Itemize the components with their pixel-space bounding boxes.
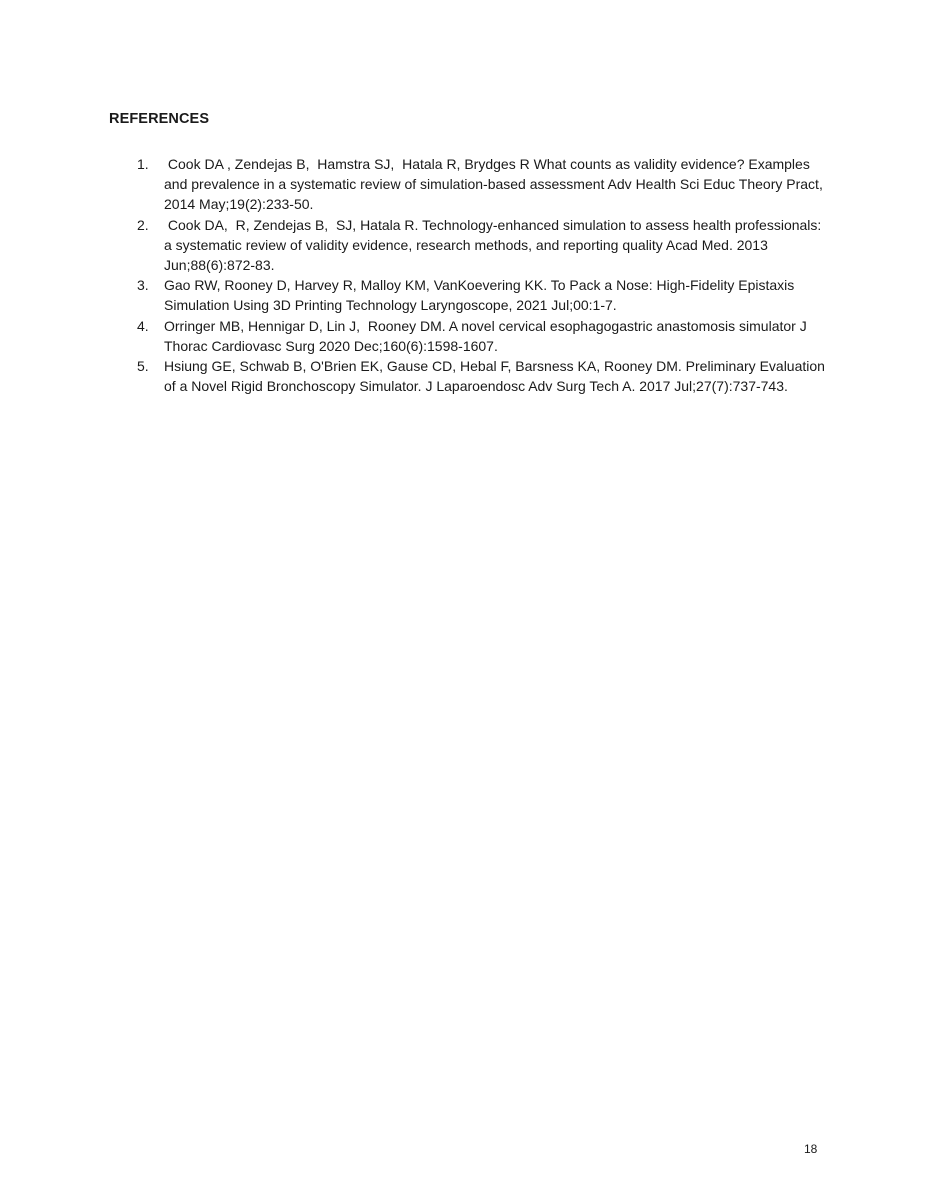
reference-number: 2. [137,216,149,233]
reference-item [137,275,827,315]
reference-item [137,154,827,215]
reference-item [137,215,827,276]
reference-number: 5. [137,358,149,375]
reference-text: Gao RW, Rooney D, Harvey R, Malloy KM, VanKoevering KK. To Pack a Nose: High-Fidelity Epistaxis Simulation Using 3D Printing Technology Laryngoscope, 2021 Jul;00:1-7. [164,277,799,314]
references-list [137,154,827,396]
reference-text: Hsiung GE, Schwab B, O'Brien EK, Gause CD, Hebal F, Barsness KA, Rooney DM. Preliminary Evaluation of a Novel Rigid Bronchoscopy Simulator. J Laparoendosc Adv Surg Tech A. 2017 Jul;27(7):737-743. [164,358,829,395]
references-heading: REFERENCES [109,111,210,127]
reference-text: Orringer MB, Hennigar D, Lin J, Rooney DM. A novel cervical esophagogastric anastomosis simulator J Thorac Cardiovasc Surg 2020 Dec;160(6):1598-1607. [164,317,811,354]
reference-number: 4. [137,317,149,334]
page-number: 18 [804,1142,818,1156]
reference-item [137,356,827,396]
reference-number: 3. [137,277,149,294]
reference-number: 1. [137,156,149,172]
reference-text: Cook DA, R, Zendejas B, SJ, Hatala R. Technology-enhanced simulation to assess health professionals: a systematic review of validity evidence, research methods, and reporting quality Acad Med. 2013 Jun;88(6):872-83. [164,216,826,274]
reference-item [137,316,827,356]
reference-text: Cook DA , Zendejas B, Hamstra SJ, Hatala R, Brydges R What counts as validity evidence? Examples and prevalence in a systematic review of simulation-based assessment Adv Health Sci Educ Theory Pract, 2014 May;19(2):233-50. [164,156,827,213]
